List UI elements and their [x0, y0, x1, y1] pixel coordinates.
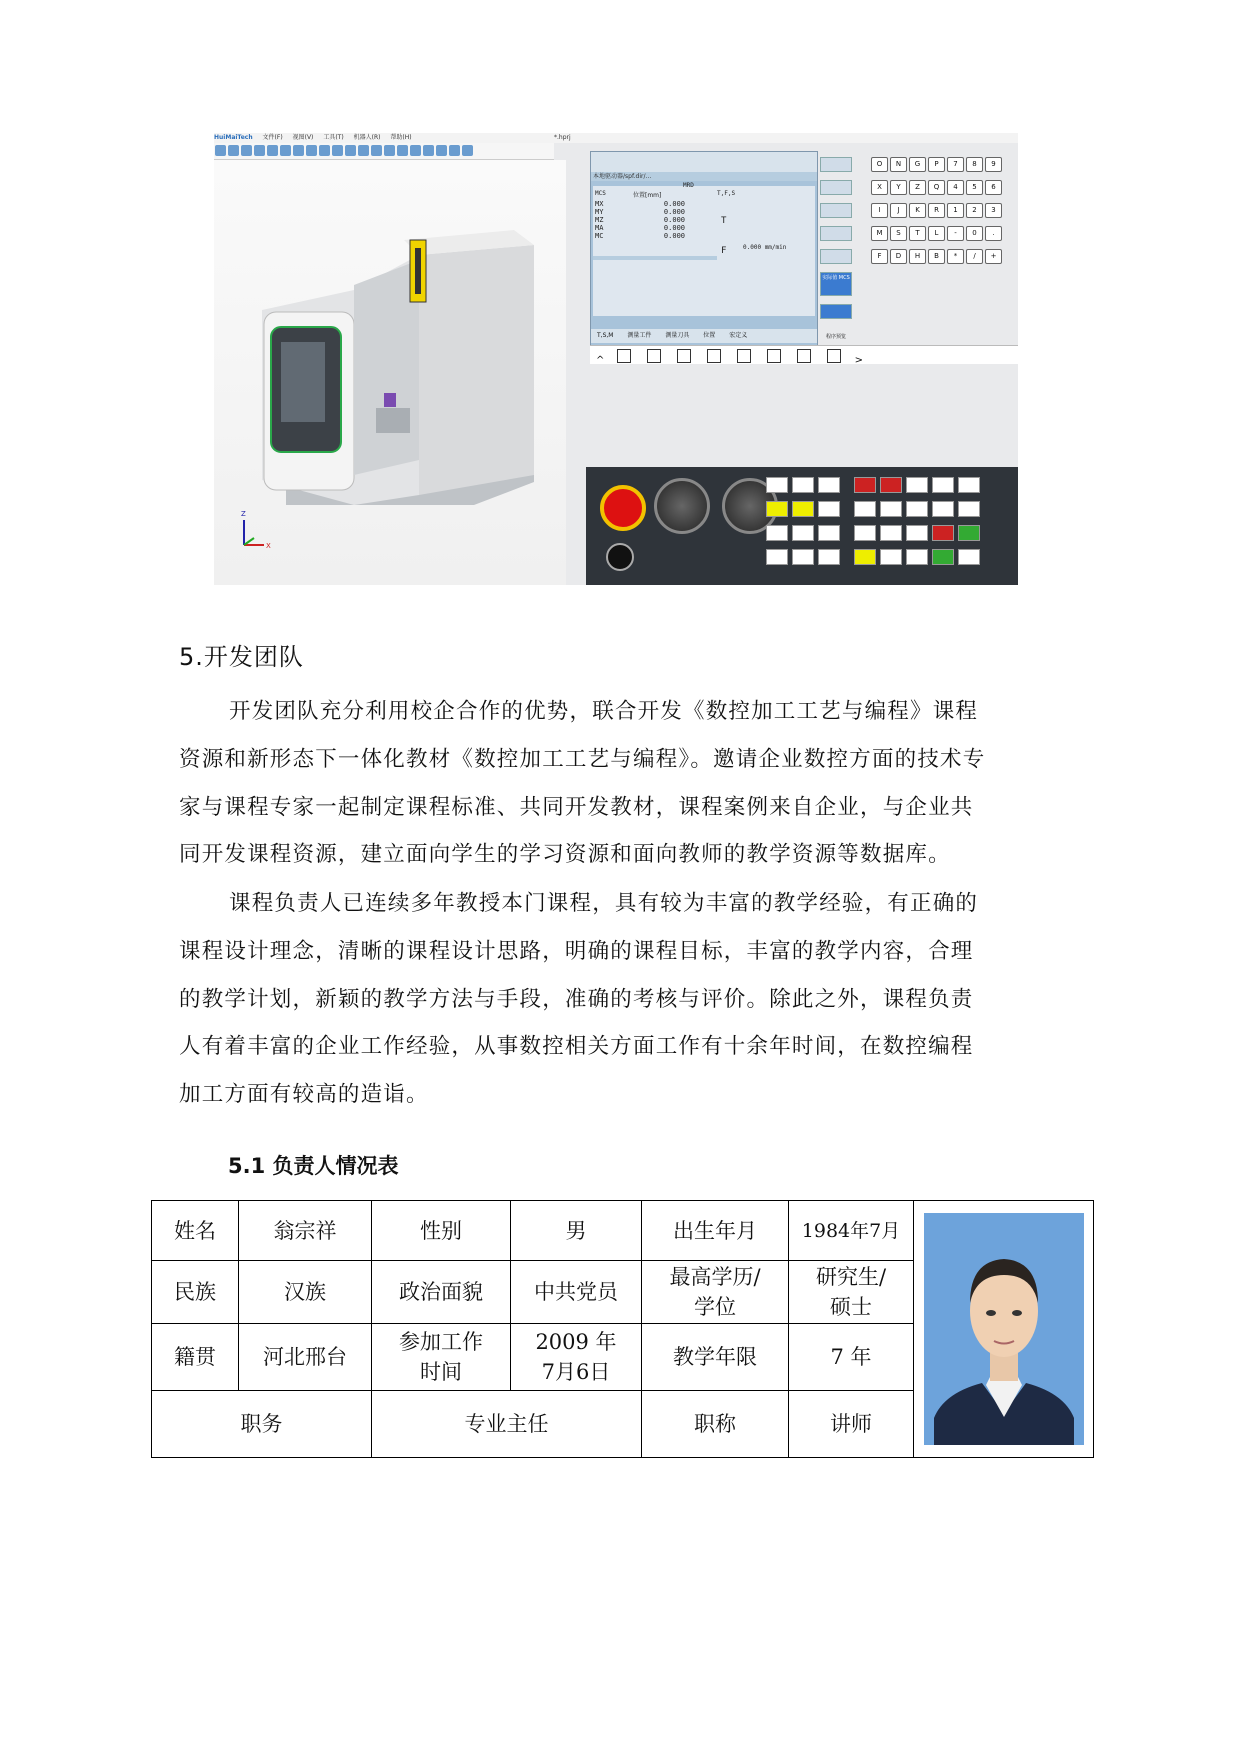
paragraph-2	[179, 880, 1059, 1119]
key[interactable]: /	[966, 249, 983, 264]
key[interactable]: M	[871, 226, 888, 241]
table-cell: 7 年	[789, 1324, 914, 1391]
table-cell: 政治面貌	[372, 1261, 511, 1324]
side-key[interactable]	[820, 249, 852, 264]
key[interactable]: .	[985, 226, 1002, 241]
key[interactable]: I	[871, 203, 888, 218]
key[interactable]: 6	[985, 180, 1002, 195]
softkey[interactable]	[767, 349, 781, 363]
toolbar-icon	[254, 145, 265, 156]
table-cell: 最高学历/ 学位	[642, 1261, 789, 1324]
spindle-override-dial[interactable]	[654, 478, 710, 534]
table-cell: 参加工作 时间	[372, 1324, 511, 1391]
axis-key[interactable]	[818, 477, 840, 493]
axis-key[interactable]	[792, 477, 814, 493]
axis-row: MC 0.000	[595, 232, 685, 240]
axis-list	[595, 200, 685, 240]
toolbar-icon	[345, 145, 356, 156]
toolbar-icon	[332, 145, 343, 156]
table-cell: 1984年7月	[789, 1201, 914, 1261]
paragraph-line: 开发团队充分利用校企合作的优势，联合开发《数控加工工艺与编程》课程	[229, 699, 979, 724]
axis-key[interactable]	[792, 501, 814, 517]
machine-key[interactable]	[854, 477, 876, 493]
hmi-row-highlight	[593, 256, 717, 260]
axis-key[interactable]	[766, 477, 788, 493]
key[interactable]: 5	[966, 180, 983, 195]
side-key[interactable]	[820, 304, 852, 319]
menu-bar	[214, 133, 1018, 143]
machine-key[interactable]	[880, 501, 902, 517]
key[interactable]: 8	[966, 157, 983, 172]
paragraph-line: 加工方面有较高的造诣。	[179, 1082, 429, 1108]
machine-key[interactable]	[854, 501, 876, 517]
softkey-position[interactable]: 位置	[703, 332, 716, 339]
portrait-photo	[924, 1213, 1084, 1445]
section-heading: 5.开发团队	[179, 643, 304, 671]
program-preview-label: 程序预览	[825, 334, 846, 340]
paragraph-line: 的教学计划，新颖的教学方法与手段，准确的考核与评价。除此之外，课程负责	[179, 986, 974, 1012]
cnc-hmi-screen	[590, 151, 818, 346]
table-cell: 性别	[372, 1201, 511, 1261]
key[interactable]: *	[947, 249, 964, 264]
machine-key[interactable]	[854, 525, 876, 541]
chevron-up-icon[interactable]: ^	[596, 355, 605, 366]
paragraph-line: 资源和新形态下一体化教材《数控加工工艺与编程》。邀请企业数控方面的技术专	[179, 746, 986, 772]
key[interactable]: O	[871, 157, 888, 172]
table-cell: 职务	[152, 1391, 372, 1458]
machine-key[interactable]	[958, 549, 980, 565]
machine-key[interactable]	[958, 525, 980, 541]
hmi-path: 本地驱动器/spf.dir/...	[591, 172, 817, 181]
key[interactable]: 7	[947, 157, 964, 172]
side-key-actual-value: 实际值 MCS	[822, 275, 850, 281]
side-key[interactable]	[820, 180, 852, 195]
machine-key[interactable]	[906, 525, 928, 541]
key[interactable]: 9	[985, 157, 1002, 172]
emergency-stop-button[interactable]	[600, 485, 646, 531]
table-cell: 民族	[152, 1261, 239, 1324]
photo-cell	[914, 1201, 1094, 1458]
machine-key[interactable]	[932, 477, 954, 493]
machine-key[interactable]	[932, 549, 954, 565]
leader-info-table	[151, 1200, 1094, 1458]
paragraph-line: 家与课程专家一起制定课程标准、共同开发教材，课程案例来自企业，与企业共	[179, 794, 974, 820]
hmi-right-header: T,F,S	[717, 190, 736, 197]
axis-key[interactable]	[766, 525, 788, 541]
toolbar-icon	[462, 145, 473, 156]
toolbar-icon	[267, 145, 278, 156]
toolbar-icon	[449, 145, 460, 156]
table-cell: 河北邢台	[239, 1324, 372, 1391]
key[interactable]: G	[909, 157, 926, 172]
table-cell: 汉族	[239, 1261, 372, 1324]
machine-key[interactable]	[958, 477, 980, 493]
softkey[interactable]	[827, 349, 841, 363]
machine-tool-illustration	[214, 160, 566, 585]
toolbar-icon	[215, 145, 226, 156]
key[interactable]: D	[890, 249, 907, 264]
softkey-tsm[interactable]: T,S,M	[597, 332, 614, 339]
axis-row: MY 0.000	[595, 208, 685, 216]
menu-robot: 机器人(R)	[353, 134, 381, 141]
portrait-illustration	[924, 1213, 1084, 1445]
toolbar-icon	[241, 145, 252, 156]
key-switch[interactable]	[606, 543, 634, 571]
axis-key[interactable]	[792, 525, 814, 541]
softkey[interactable]	[617, 349, 631, 363]
hmi-position-panel	[593, 182, 815, 316]
toolbar-icon	[280, 145, 291, 156]
table-cell: 出生年月	[642, 1201, 789, 1261]
table-cell: 翁宗祥	[239, 1201, 372, 1261]
3d-viewport	[214, 160, 566, 585]
key[interactable]: N	[890, 157, 907, 172]
app-logo: HuiMaiTech	[214, 134, 253, 141]
tool-label: T	[721, 216, 727, 226]
table-cell: 专业主任	[372, 1391, 642, 1458]
toolbar-icon	[228, 145, 239, 156]
axis-row: MA 0.000	[595, 224, 685, 232]
machine-key[interactable]	[880, 525, 902, 541]
machine-key[interactable]	[932, 501, 954, 517]
key[interactable]: S	[890, 226, 907, 241]
table-cell: 姓名	[152, 1201, 239, 1261]
chevron-right-icon[interactable]: >	[854, 355, 863, 366]
hmi-side-keys	[820, 157, 852, 337]
table-cell: 2009 年 7月6日	[511, 1324, 642, 1391]
paragraph-line: 同开发课程资源，建立面向学生的学习资源和面向教师的教学资源等数据库。	[179, 842, 951, 868]
machine-key[interactable]	[854, 549, 876, 565]
key[interactable]: F	[871, 249, 888, 264]
axis-row: MZ 0.000	[595, 216, 685, 224]
svg-text:Z: Z	[241, 510, 246, 518]
softkey-measure-tool[interactable]: 测量刀具	[665, 332, 690, 339]
project-name: *.hprj	[554, 134, 571, 141]
toolbar-icon	[436, 145, 447, 156]
hmi-position-header: 位置[mm]	[633, 192, 662, 199]
key[interactable]: B	[928, 249, 945, 264]
key[interactable]: 2	[966, 203, 983, 218]
toolbar-icon	[319, 145, 330, 156]
table-cell: 职称	[642, 1391, 789, 1458]
side-key[interactable]	[820, 272, 852, 296]
axis-key[interactable]	[818, 549, 840, 565]
toolbar-icon	[358, 145, 369, 156]
softkey-macro[interactable]: 宏定义	[729, 332, 748, 339]
paragraph-1	[179, 688, 1059, 879]
key[interactable]: 1	[947, 203, 964, 218]
key[interactable]: X	[871, 180, 888, 195]
key[interactable]: P	[928, 157, 945, 172]
softkey[interactable]	[737, 349, 751, 363]
toolbar-icon	[397, 145, 408, 156]
key[interactable]: L	[928, 226, 945, 241]
key[interactable]: 4	[947, 180, 964, 195]
paragraph-line: 课程负责人已连续多年教授本门课程，具有较为丰富的教学经验，有正确的	[229, 891, 979, 916]
machine-key[interactable]	[880, 477, 902, 493]
paragraph-line: 课程设计理念，清晰的课程设计思路，明确的课程目标，丰富的教学内容，合理	[179, 938, 974, 964]
side-key[interactable]	[820, 157, 852, 172]
key[interactable]: J	[890, 203, 907, 218]
feed-label: F	[721, 246, 727, 256]
axis-key[interactable]	[818, 525, 840, 541]
key[interactable]: Q	[928, 180, 945, 195]
table-cell: 讲师	[789, 1391, 914, 1458]
table-cell: 籍贯	[152, 1324, 239, 1391]
toolbar-icon	[384, 145, 395, 156]
axis-key[interactable]	[766, 549, 788, 565]
machine-key[interactable]	[906, 477, 928, 493]
machine-key[interactable]	[958, 501, 980, 517]
toolbar-icon	[410, 145, 421, 156]
key[interactable]: 3	[985, 203, 1002, 218]
key[interactable]: -	[947, 226, 964, 241]
cnc-software-screenshot	[214, 133, 1018, 585]
key[interactable]: R	[928, 203, 945, 218]
key[interactable]: H	[909, 249, 926, 264]
toolbar-icon	[293, 145, 304, 156]
side-key[interactable]	[820, 226, 852, 241]
toolbar-icon	[306, 145, 317, 156]
softkey[interactable]	[707, 349, 721, 363]
menu-view: 视图(V)	[292, 134, 314, 141]
key[interactable]: 0	[966, 226, 983, 241]
svg-text:X: X	[266, 542, 271, 550]
table-cell: 男	[511, 1201, 642, 1261]
feed-value: 0.000 mm/min	[743, 244, 787, 251]
toolbar	[214, 143, 554, 160]
toolbar-icon	[371, 145, 382, 156]
table-cell: 教学年限	[642, 1324, 789, 1391]
axis-key[interactable]	[766, 501, 788, 517]
axis-row: MX 0.000	[595, 200, 685, 208]
softkey-measure-workpiece[interactable]: 测量工件	[627, 332, 652, 339]
menu-help: 帮助(H)	[390, 134, 412, 141]
softkey[interactable]	[647, 349, 661, 363]
machine-key[interactable]	[906, 549, 928, 565]
hmi-header	[591, 152, 817, 172]
table-row	[152, 1201, 1094, 1261]
softkey[interactable]	[677, 349, 691, 363]
machine-key[interactable]	[906, 501, 928, 517]
paragraph-line: 人有着丰富的企业工作经验，从事数控相关方面工作有十余年时间，在数控编程	[179, 1034, 974, 1060]
table-caption: 5.1 负责人情况表	[228, 1154, 399, 1178]
hmi-left-header: MCS	[595, 190, 606, 197]
toolbar-icon	[423, 145, 434, 156]
menu-file: 文件(F)	[262, 134, 283, 141]
alphanumeric-keypad	[870, 151, 1010, 351]
hmi-softkey-bar	[591, 329, 817, 343]
key[interactable]: T	[909, 226, 926, 241]
table-cell: 研究生/ 硕士	[789, 1261, 914, 1324]
machine-key[interactable]	[932, 525, 954, 541]
machine-keys	[764, 475, 1004, 575]
table-cell: 中共党员	[511, 1261, 642, 1324]
machine-key[interactable]	[880, 549, 902, 565]
axis-key[interactable]	[792, 549, 814, 565]
softkey[interactable]	[797, 349, 811, 363]
key[interactable]: K	[909, 203, 926, 218]
side-key[interactable]	[820, 203, 852, 218]
menu-tools: 工具(T)	[323, 134, 344, 141]
key[interactable]: +	[985, 249, 1002, 264]
axis-key[interactable]	[818, 501, 840, 517]
key[interactable]: Y	[890, 180, 907, 195]
softkey-row	[590, 345, 1018, 364]
hmi-mode: MRD	[683, 182, 694, 189]
key[interactable]: Z	[909, 180, 926, 195]
